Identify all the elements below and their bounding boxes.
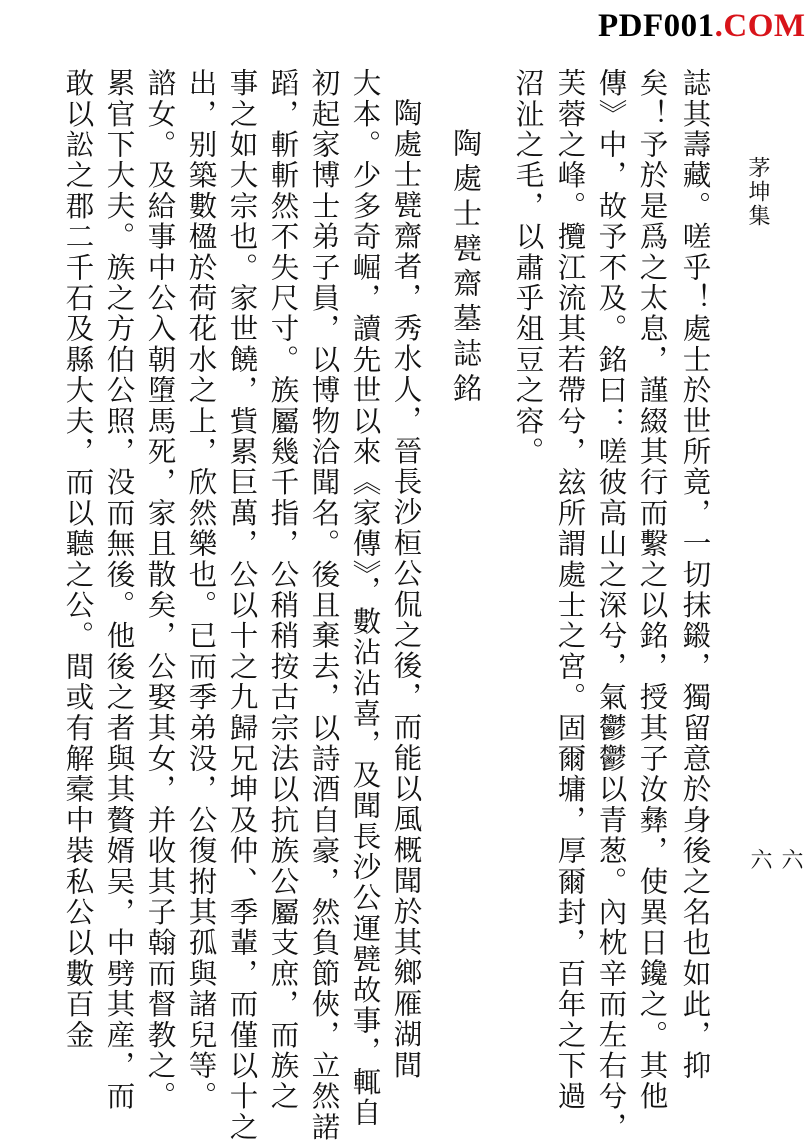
text-column-4: 芙蓉之峰。攬江流其若帶兮，玆所謂處士之宮。固爾墉，厚爾封，百年之下過 (553, 68, 587, 1112)
text-column-9: 蹈，斬斬然不失尺寸。族屬幾千指，公稍稍按古宗法以抗族公屬支庶，而族之 (266, 68, 300, 1112)
running-head: 茅坤集 (745, 156, 770, 228)
page-number: 六六 (747, 848, 803, 870)
text-column-5: 沼沚之毛，以肅乎俎豆之容。 (511, 68, 545, 468)
text-column-1: 誌其壽藏。嗟乎！處士於世所竟，一切抹鎩，獨留意於身後之名也如此，抑 (678, 68, 712, 1082)
essay-title: 陶處士甓齋墓誌銘 (449, 128, 483, 408)
text-column-3: 傳》中，故予不及。銘曰：嗟彼高山之深兮，氣鬱鬱以青葱。內枕辛而左右兮， (594, 68, 628, 1143)
text-column-7: 大本。少多奇崛，讀先世以來《家傳》，數沾沾喜，及聞長沙公運甓故事，輒自 (348, 68, 382, 1129)
text-column-11: 出，别築數楹於荷花水之上，欣然樂也。已而季弟没，公復拊其孤與諸兒等。 (184, 68, 218, 1112)
text-column-13: 累官下大夫。族之方伯公照，没而無後。他後之者與其贅婿吴，中劈其産，而 (102, 68, 136, 1112)
watermark-part1: PDF001 (598, 8, 715, 44)
text-column-14: 敢以訟之郡二千石及縣大夫，而以聽之公。間或有解槖中裝私公以數百金 (61, 68, 95, 1051)
text-column-8: 初起家博士弟子員，以博物洽聞名。後且棄去，以詩酒自豪，然負節俠，立然諾 (307, 68, 341, 1143)
text-column-10: 事之如大宗也。家世饒，貲累巨萬，公以十之九歸兄坤及仲、季輩，而僅以十之 (225, 68, 259, 1143)
watermark (598, 8, 806, 45)
text-column-2: 矣！予於是爲之太息，謹綴其行而繫之以銘，授其子汝彝，使異日鑱之。其他 (635, 68, 669, 1112)
text-column-12: 諮女。及給事中公入朝墮馬死，家且散矣，公娶其女，并收其子翰而督教之。 (143, 68, 177, 1112)
text-column-6: 陶處士甓齋者，秀水人，晉長沙桓公侃之後，而能以風概聞於其鄉雁湖間 (389, 98, 423, 1081)
watermark-part2: .COM (714, 8, 806, 44)
